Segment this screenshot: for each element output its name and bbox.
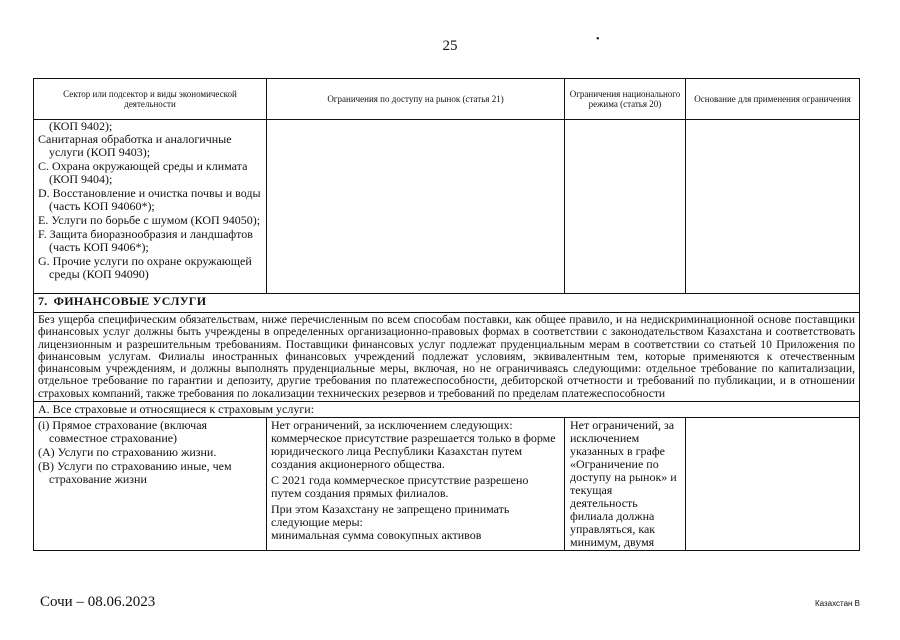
env-item: (КОП 9402); (49, 119, 113, 133)
intro-paragraph: Без ущерба специфическим обязательствам, ниже перечисленным по всем способам поставки, как общее правило, и на недискриминационной основе поставщики финансовых услуг должны быть учреждены в определенных организационно-правовых формах в соответствии с законодательством Казахстана и соответствовать лицензионным и разрешительным требованиям. Поставщики финансовых услуг подлежат пруденциальным мерам в соответствии со статьей 10 Приложения по финансовым услугам. Филиалы иностранных финансовых учреждений подлежат условиям, эквивалентным тем, которые применяются к отечественным финансовым учреждениям, и должны выполнять пруденциальные меры, включая, но не ограничиваясь следующими: отдельное требование по капитализации, отдельное требование по гарантии и депозиту, другие требования по платежеспособности, дебиторской отчетности и требований по публикации, и в отношении страховых компаний, также требования по локализации технических резервов и требований по пределам платежеспособности (34, 313, 860, 402)
insurance-item: (B) Услуги по страхованию иные, чем страхование жизни (38, 459, 232, 487)
footer-country: Казахстан B (814, 599, 860, 608)
table-row-environment (34, 120, 860, 294)
table-row-insurance (34, 418, 860, 551)
env-item: F. Защита биоразнообразия и ландшафтов (часть КОП 9406*); (38, 227, 253, 254)
subsection-row (34, 402, 860, 418)
page-number: 25 (442, 38, 458, 54)
header-sector: Сектор или подсектор и виды экономической деятельности (34, 79, 267, 120)
empty-cell (565, 120, 686, 294)
market-access-text: С 2021 года коммерческое присутствие разрешено путем создания прямых филиалов. (271, 473, 529, 501)
commitments-table (33, 78, 860, 551)
market-access-text: минимальная сумма совокупных активов (271, 528, 482, 543)
section-title: ФИНАНСОВЫЕ УСЛУГИ (53, 294, 207, 308)
env-item: C. Охрана окружающей среды и климата (КОП 9404); (38, 159, 248, 186)
market-access-text: коммерческое присутствие разрешается только в форме юридического лица Республики Казахстан путем создания акционерного общества. (271, 431, 556, 472)
section-heading (34, 294, 860, 313)
header-national-treatment: Ограничения национального режима (статья 20) (565, 79, 686, 120)
national-treatment-text: Нет ограничений, за исключением указанных в графе «Ограничение по доступу на рынок» и текущая деятельность филиала должна управляться, как минимум, двумя (565, 418, 686, 551)
section-heading-row (34, 294, 860, 313)
empty-cell (686, 418, 860, 551)
env-item: Санитарная обработка и аналогичные услуги (КОП 9403); (38, 132, 232, 159)
env-item: E. Услуги по борьбе с шумом (КОП 94050); (38, 213, 261, 227)
empty-cell (267, 120, 565, 294)
insurance-item: (A) Услуги по страхованию жизни. (38, 445, 217, 460)
intro-row (34, 313, 860, 402)
table-header-row (34, 79, 860, 120)
empty-cell (686, 120, 860, 294)
insurance-item: (i) Прямое страхование (включая совместное страхование) (38, 418, 208, 446)
header-basis: Основание для применения ограничения (686, 79, 860, 120)
header-market-access: Ограничения по доступу на рынок (статья 21) (267, 79, 565, 120)
env-item: D. Восстановление и очистка почвы и воды (часть КОП 94060*); (38, 186, 261, 213)
market-access-text: При этом Казахстану не запрещено принимать следующие меры: (271, 502, 510, 530)
env-item: G. Прочие услуги по охране окружающей среды (КОП 94090) (38, 254, 252, 281)
stray-dot: • (596, 34, 600, 45)
subsection-heading: A. Все страховые и относящиеся к страховым услуги: (34, 402, 860, 418)
market-access-text: Нет ограничений, за исключением следующих: (271, 418, 513, 433)
section-number: 7. (38, 294, 48, 308)
footer-place-date: Сочи – 08.06.2023 (40, 594, 156, 610)
